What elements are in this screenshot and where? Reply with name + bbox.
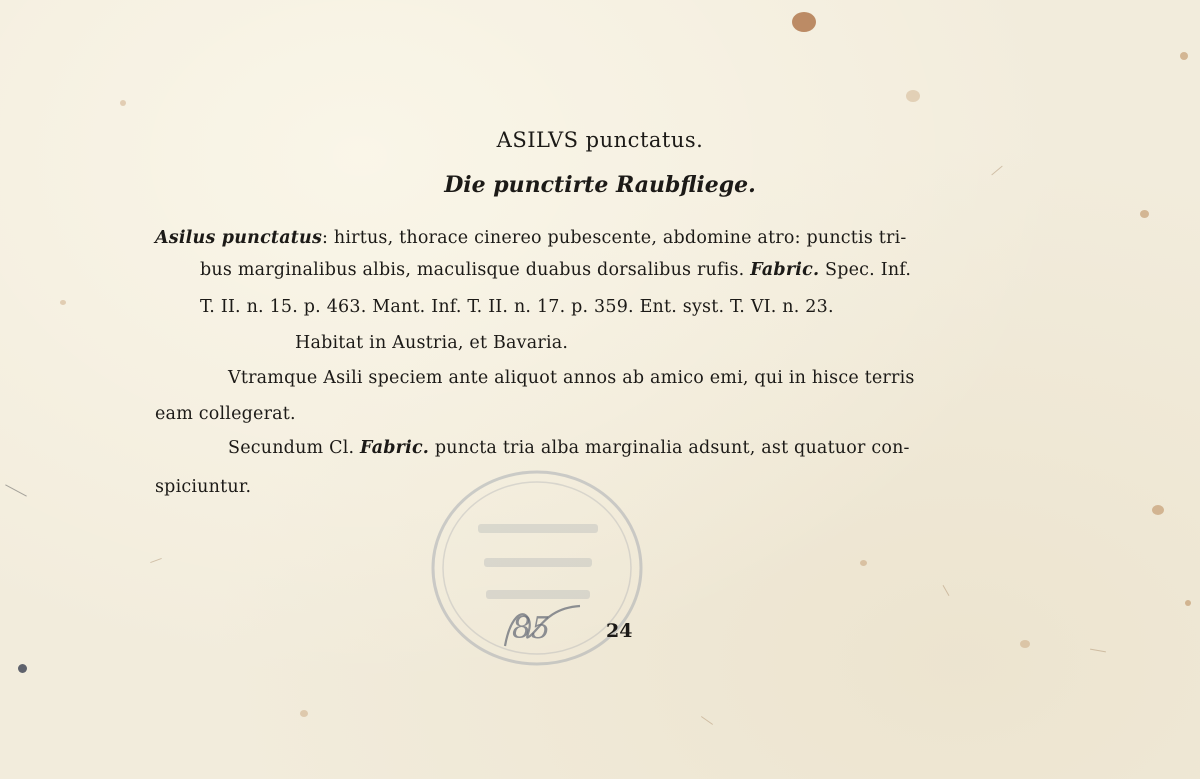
paper-speck (1140, 210, 1149, 218)
line-text: : hirtus, thorace cinereo pubescente, abdomine atro: punctis tri- (322, 228, 907, 248)
author-ref-italic: Fabric. (360, 438, 430, 458)
paper-speck (60, 300, 66, 305)
line-text: T. II. n. 15. p. 463. Mant. Inf. T. II. n. 17. p. 359. Ent. syst. T. VI. n. 23. (200, 297, 834, 317)
paper-fiber (943, 585, 950, 596)
author-ref-italic: Fabric. (750, 260, 820, 280)
paper-fiber (150, 558, 162, 563)
line-text: Secundum Cl. (228, 438, 361, 458)
paper-speck (1020, 640, 1030, 648)
paper-fiber (701, 716, 713, 725)
paper-speck (1152, 505, 1164, 515)
page-number: 24 (606, 620, 633, 642)
line-text: Vtramque Asili speciem ante aliquot annos ab amico emi, qui in hisce terris (228, 368, 915, 388)
line-text: eam collegerat. (155, 404, 296, 424)
heading-german-name: Die punctirte Raubfliege. (444, 172, 756, 198)
habitat-line (295, 333, 568, 353)
paper-speck (300, 710, 308, 717)
species-name-italic: Asilus punctatus (155, 228, 323, 248)
paper-fiber (5, 484, 27, 496)
paper-speck (792, 12, 816, 32)
line-text: bus marginalibus albis, maculisque duabus dorsalibus rufis. (200, 260, 751, 280)
description-line (200, 260, 911, 280)
description-line (200, 297, 834, 317)
paper-speck (18, 664, 27, 673)
heading-species: ASILVS punctatus. (496, 128, 704, 152)
paragraph-line (228, 438, 910, 458)
line-text: spiciuntur. (155, 477, 252, 497)
paper-speck (1185, 600, 1191, 606)
line-text: Spec. Inf. (819, 260, 912, 280)
paragraph-line (155, 477, 251, 497)
paper-speck (860, 560, 867, 566)
paragraph-line (155, 404, 296, 424)
line-text: Habitat in Austria, et Bavaria. (295, 333, 569, 353)
paper-speck (1180, 52, 1188, 60)
line-text: puncta tria alba marginalia adsunt, ast quatuor con- (429, 438, 910, 458)
paragraph-line (228, 368, 915, 388)
description-line (155, 228, 906, 248)
paper-fiber (1090, 649, 1106, 653)
paper-speck (906, 90, 920, 102)
stamp-signature: 85 (512, 611, 551, 646)
paper-speck (120, 100, 126, 106)
